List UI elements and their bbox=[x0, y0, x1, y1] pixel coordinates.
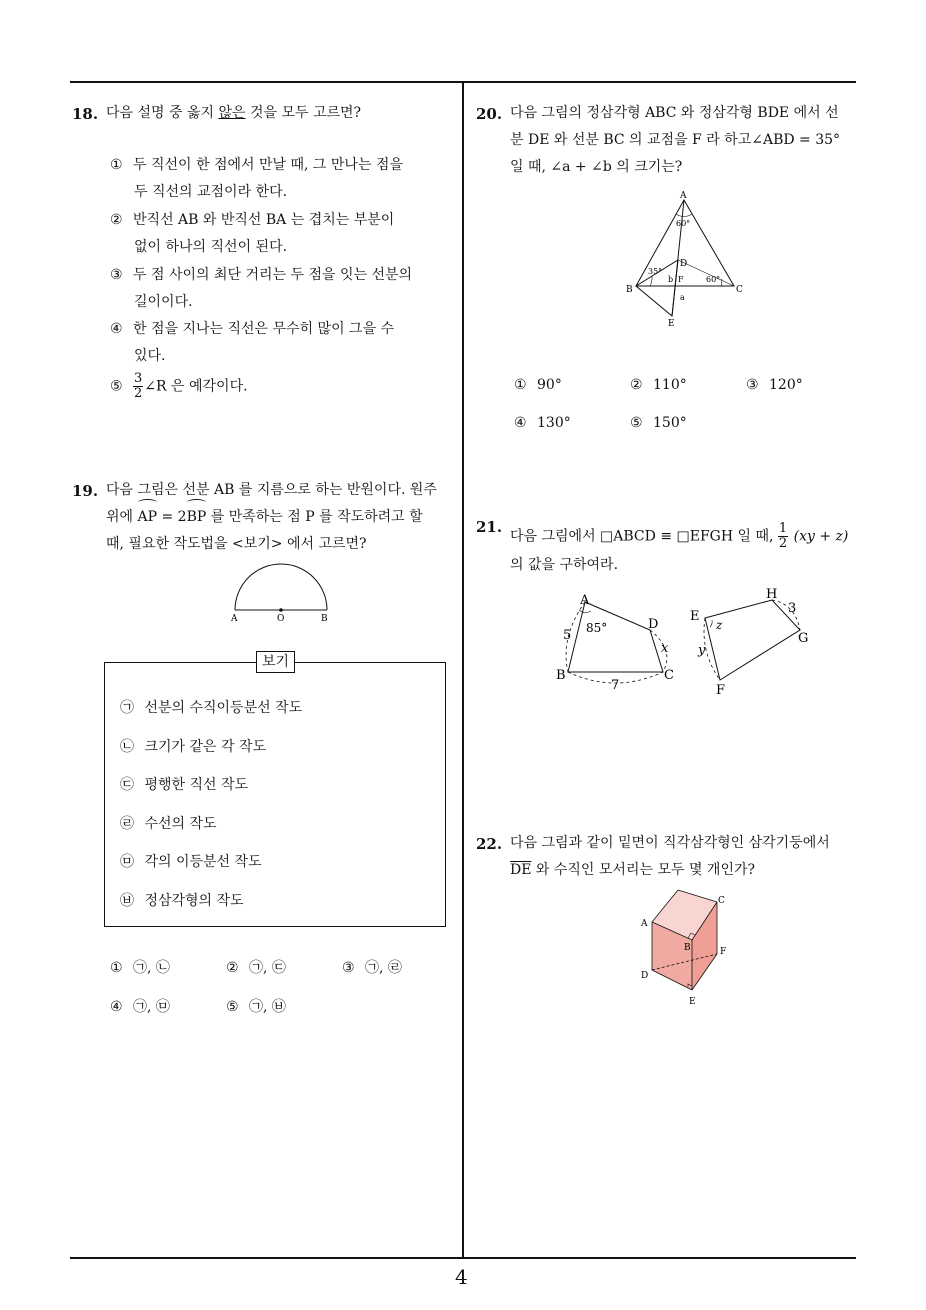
bogi-box-title: 보기 bbox=[256, 651, 295, 673]
q19-stem-line1: 다음 그림은 선분 AB 를 지름으로 하는 반원이다. 원주 bbox=[106, 482, 437, 498]
segment-de: $\overline{DE}$ bbox=[510, 862, 532, 878]
q20-label-C: C bbox=[736, 285, 743, 295]
q18-stem-post: 것을 모두 고르면? bbox=[245, 105, 362, 121]
answer-marker: ② bbox=[630, 377, 643, 393]
q19-semicircle-figure bbox=[222, 560, 340, 626]
q21-label-7: 7 bbox=[611, 678, 620, 693]
q19-label-b: B bbox=[321, 614, 328, 624]
q19-stem-line2b: = 2 bbox=[157, 509, 187, 525]
answer-text: ㉠, ㉣ bbox=[365, 960, 402, 976]
q21-label-G: G bbox=[798, 631, 809, 646]
bogi-marker: ㉢ bbox=[120, 777, 134, 793]
bogi-item-1 bbox=[120, 697, 302, 717]
q19-answer-5 bbox=[226, 994, 286, 1021]
arc-bp: BP bbox=[187, 504, 207, 531]
answer-text: 150° bbox=[653, 415, 687, 431]
q22-stem-line2: 와 수직인 모서리는 모두 몇 개인가? bbox=[531, 862, 755, 878]
q18-option-marker: ② bbox=[110, 212, 123, 228]
q18-option-marker: ⑤ bbox=[110, 378, 123, 395]
q21-label-A: A bbox=[580, 593, 590, 608]
answer-marker: ⑤ bbox=[630, 415, 643, 431]
q20-label-60b: 60° bbox=[706, 275, 721, 284]
q22-label-D: D bbox=[641, 971, 649, 981]
bogi-text: 정삼각형의 작도 bbox=[144, 893, 244, 909]
q20-stem bbox=[510, 100, 840, 181]
q20-answer-1 bbox=[514, 372, 562, 399]
bogi-marker: ㉠ bbox=[120, 700, 134, 716]
answer-marker: ① bbox=[110, 960, 123, 976]
q19-label-a: A bbox=[231, 614, 238, 624]
answer-marker: ② bbox=[226, 960, 239, 976]
q19-answer-3 bbox=[342, 955, 402, 982]
answer-marker: ④ bbox=[514, 415, 527, 431]
q18-stem-underlined: 않은 bbox=[218, 105, 246, 121]
q21-label-85: 85° bbox=[586, 621, 608, 635]
answer-marker: ④ bbox=[110, 999, 123, 1015]
answer-text: ㉠, ㉢ bbox=[249, 960, 286, 976]
q21-number: 21. bbox=[476, 518, 503, 536]
q21-label-y: y bbox=[698, 643, 706, 658]
fraction-numerator: 3 bbox=[134, 371, 143, 386]
column-divider bbox=[462, 81, 464, 1258]
answer-marker: ③ bbox=[746, 377, 759, 393]
q19-answer-1 bbox=[110, 955, 170, 982]
q21-stem-line1b: (xy + z) bbox=[793, 528, 849, 545]
q18-option-line2: 있다. bbox=[134, 348, 166, 364]
q21-label-F: F bbox=[716, 683, 726, 698]
q18-option-line2: 길이이다. bbox=[134, 294, 193, 310]
q21-label-z: z bbox=[716, 618, 723, 632]
q20-stem-line3: 일 때, ∠a + ∠b 의 크기는? bbox=[510, 159, 683, 175]
q20-stem-line2: 분 DE 와 선분 BC 의 교점을 F 라 하고∠ABD = 35° bbox=[510, 132, 841, 148]
q19-stem-line2a: 위에 bbox=[106, 509, 138, 525]
q18-option-2 bbox=[110, 207, 394, 261]
q19-stem-line3: 때, 필요한 작도법을 <보기> 에서 고르면? bbox=[106, 536, 367, 552]
q22-label-E: E bbox=[689, 997, 696, 1007]
q19-stem bbox=[106, 477, 437, 558]
fraction-numerator: 1 bbox=[778, 521, 788, 536]
q21-label-3: 3 bbox=[788, 601, 797, 616]
q22-prism-figure bbox=[632, 888, 742, 1010]
q19-number: 19. bbox=[72, 482, 99, 500]
fraction-denominator: 2 bbox=[778, 536, 788, 551]
q22-stem bbox=[510, 830, 830, 884]
q20-answer-5 bbox=[630, 410, 687, 437]
q18-option-5 bbox=[110, 372, 248, 401]
answer-marker: ⑤ bbox=[226, 999, 239, 1015]
q20-answer-3 bbox=[746, 372, 803, 399]
bogi-text: 평행한 직선 작도 bbox=[144, 777, 249, 793]
q22-label-C: C bbox=[718, 896, 725, 906]
bogi-marker: ㉣ bbox=[120, 816, 134, 832]
answer-marker: ③ bbox=[342, 960, 355, 976]
q21-stem-line1a: 다음 그림에서 □ABCD ≡ □EFGH 일 때, bbox=[510, 528, 774, 545]
q20-label-E: E bbox=[668, 319, 675, 329]
q18-option-3 bbox=[110, 262, 412, 316]
q20-label-60a: 60° bbox=[676, 219, 691, 228]
q20-label-F: F bbox=[678, 275, 684, 284]
answer-text: ㉠, ㉥ bbox=[249, 999, 286, 1015]
q21-quadrilaterals-figure bbox=[550, 582, 820, 702]
answer-text: 90° bbox=[537, 377, 562, 393]
answer-marker: ① bbox=[514, 377, 527, 393]
q19-answer-4 bbox=[110, 994, 170, 1021]
q19-stem-line2c: 를 만족하는 점 P 를 작도하려고 할 bbox=[206, 509, 423, 525]
answer-text: 110° bbox=[653, 377, 687, 393]
q18-number: 18. bbox=[72, 105, 99, 123]
q19-answer-2 bbox=[226, 955, 286, 982]
q19-label-o: O bbox=[277, 614, 285, 624]
bogi-item-6 bbox=[120, 890, 244, 910]
q20-triangles-figure bbox=[618, 188, 748, 333]
bogi-item-4 bbox=[120, 813, 217, 833]
q20-label-A: A bbox=[680, 191, 687, 201]
answer-text: ㉠, ㉡ bbox=[133, 960, 170, 976]
q20-answer-2 bbox=[630, 372, 687, 399]
q18-option5-text: ∠R 은 예각이다. bbox=[144, 378, 248, 395]
q21-label-5: 5 bbox=[563, 628, 572, 643]
q18-option-line1: 두 점 사이의 최단 거리는 두 점을 잇는 선분의 bbox=[133, 267, 413, 283]
page-number: 4 bbox=[455, 1265, 468, 1289]
q22-label-F: F bbox=[720, 947, 727, 957]
bogi-marker: ㉡ bbox=[120, 739, 134, 755]
q20-number: 20. bbox=[476, 105, 503, 123]
q18-option-marker: ④ bbox=[110, 321, 123, 337]
q18-option-1 bbox=[110, 152, 403, 206]
q21-label-E: E bbox=[690, 609, 700, 624]
bogi-item-3 bbox=[120, 774, 248, 794]
bogi-text: 선분의 수직이등분선 작도 bbox=[144, 700, 303, 716]
q18-stem-pre: 다음 설명 중 옳지 bbox=[106, 105, 219, 121]
q21-fraction bbox=[778, 522, 788, 551]
q20-answer-4 bbox=[514, 410, 571, 437]
q21-label-D: D bbox=[648, 617, 659, 632]
q21-label-H: H bbox=[766, 587, 778, 602]
q18-option-line2: 없이 하나의 직선이 된다. bbox=[134, 239, 288, 255]
answer-text: 130° bbox=[537, 415, 571, 431]
q18-option-line1: 두 직선이 한 점에서 만날 때, 그 만나는 점을 bbox=[133, 157, 403, 173]
bogi-text: 수선의 작도 bbox=[144, 816, 217, 832]
q22-label-B: B bbox=[684, 943, 691, 953]
bogi-item-5 bbox=[120, 851, 262, 871]
q18-stem bbox=[106, 100, 361, 127]
q18-option-line2: 두 직선의 교점이라 한다. bbox=[134, 184, 288, 200]
q20-label-D: D bbox=[680, 259, 688, 269]
q18-option-marker: ① bbox=[110, 157, 123, 173]
q20-label-35: 35° bbox=[648, 267, 663, 276]
q21-stem-line2: 의 값을 구하여라. bbox=[510, 557, 619, 573]
q21-label-B: B bbox=[556, 668, 566, 683]
q20-label-b: b bbox=[668, 275, 674, 284]
q20-label-a: a bbox=[680, 293, 685, 302]
q22-number: 22. bbox=[476, 835, 503, 853]
q20-label-B: B bbox=[626, 285, 633, 295]
q21-stem bbox=[510, 522, 848, 579]
q18-option-line1: 반직선 AB 와 반직선 BA 는 겹치는 부분이 bbox=[133, 212, 395, 228]
bogi-marker: ㉥ bbox=[120, 893, 134, 909]
bogi-text: 크기가 같은 각 작도 bbox=[144, 739, 266, 755]
bogi-marker: ㉤ bbox=[120, 854, 134, 870]
answer-text: 120° bbox=[769, 377, 803, 393]
q21-label-C: C bbox=[664, 668, 674, 683]
q18-option-4 bbox=[110, 316, 394, 370]
q18-option-marker: ③ bbox=[110, 267, 123, 283]
bogi-item-2 bbox=[120, 736, 266, 756]
q22-label-A: A bbox=[641, 919, 648, 929]
q22-stem-line1: 다음 그림과 같이 밑면이 직각삼각형인 삼각기둥에서 bbox=[510, 835, 830, 851]
arc-ap: AP bbox=[138, 504, 158, 531]
q18-option5-fraction bbox=[133, 372, 143, 401]
q21-label-x: x bbox=[661, 641, 669, 656]
q20-stem-line1: 다음 그림의 정삼각형 ABC 와 정삼각형 BDE 에서 선 bbox=[510, 105, 839, 121]
fraction-denominator: 2 bbox=[134, 386, 143, 401]
q18-option-line1: 한 점을 지나는 직선은 무수히 많이 그을 수 bbox=[133, 321, 395, 337]
bogi-text: 각의 이등분선 작도 bbox=[144, 854, 262, 870]
answer-text: ㉠, ㉤ bbox=[133, 999, 170, 1015]
